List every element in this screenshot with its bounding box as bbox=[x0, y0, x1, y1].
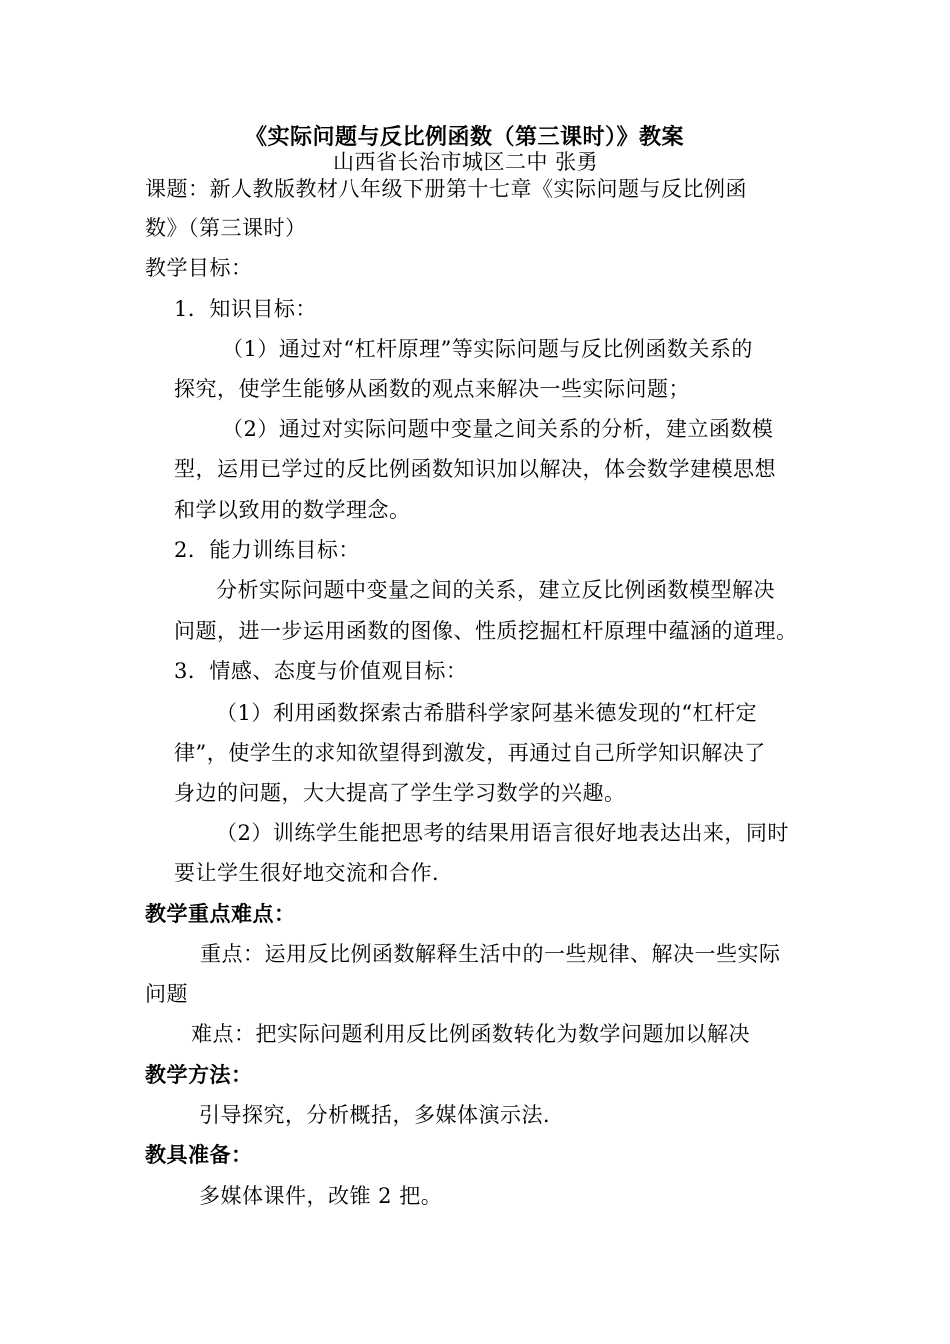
method-text: 引导探究，分析概括，多媒体演示法． bbox=[199, 1103, 565, 1127]
ability-heading: 2．能力训练目标： bbox=[174, 538, 360, 562]
knowledge-heading: 1．知识目标： bbox=[174, 297, 317, 321]
emotion-item2-line1: （2）训练学生能把思考的结果用语言很好地表达出来，同时 bbox=[216, 821, 789, 845]
key-points-heading: 教学重点难点： bbox=[145, 901, 296, 926]
ability-text-line1: 分析实际问题中变量之间的关系，建立反比例函数模型解决 bbox=[216, 578, 775, 602]
key-point-line2: 问题 bbox=[145, 982, 188, 1006]
goals-heading: 教学目标： bbox=[145, 256, 253, 280]
author-line: 山西省长治市城区二中 张勇 bbox=[333, 150, 599, 174]
emotion-heading: 3．情感、态度与价值观目标： bbox=[174, 659, 468, 683]
method-heading: 教学方法： bbox=[145, 1062, 253, 1087]
key-point-line1: 重点：运用反比例函数解释生活中的一些规律、解决一些实际 bbox=[200, 942, 781, 966]
knowledge-item2-line3: 和学以致用的数学理念。 bbox=[174, 498, 411, 522]
page-title: 《实际问题与反比例函数（第三课时）》教案 bbox=[245, 124, 685, 150]
knowledge-item2-line1: （2）通过对实际问题中变量之间关系的分析，建立函数模 bbox=[222, 417, 774, 441]
topic-line-2: 数》（第三课时） bbox=[145, 216, 307, 240]
ability-text-line2: 问题，进一步运用函数的图像、性质挖掘杠杆原理中蕴涵的道理。 bbox=[174, 619, 798, 643]
tools-heading: 教具准备： bbox=[145, 1142, 253, 1167]
knowledge-item2-line2: 型，运用已学过的反比例函数知识加以解决，体会数学建模思想 bbox=[174, 457, 776, 481]
emotion-item1-line2: 律”，使学生的求知欲望得到激发，再通过自己所学知识解决了 bbox=[174, 741, 766, 765]
emotion-item1-line1: （1）利用函数探索古希腊科学家阿基米德发现的“杠杆定 bbox=[216, 701, 758, 725]
difficulty-line: 难点：把实际问题利用反比例函数转化为数学问题加以解决 bbox=[191, 1022, 750, 1046]
tools-text: 多媒体课件，改锥 2 把。 bbox=[199, 1184, 443, 1208]
knowledge-item1-line1: （1）通过对“杠杆原理”等实际问题与反比例函数关系的 bbox=[222, 337, 753, 361]
topic-line-1: 课题：新人教版教材八年级下册第十七章《实际问题与反比例函 bbox=[145, 177, 747, 201]
emotion-item2-line2: 要让学生很好地交流和合作． bbox=[174, 861, 454, 885]
emotion-item1-line3: 身边的问题，大大提高了学生学习数学的兴趣。 bbox=[174, 781, 626, 805]
knowledge-item1-line2: 探究，使学生能够从函数的观点来解决一些实际问题； bbox=[174, 377, 690, 401]
